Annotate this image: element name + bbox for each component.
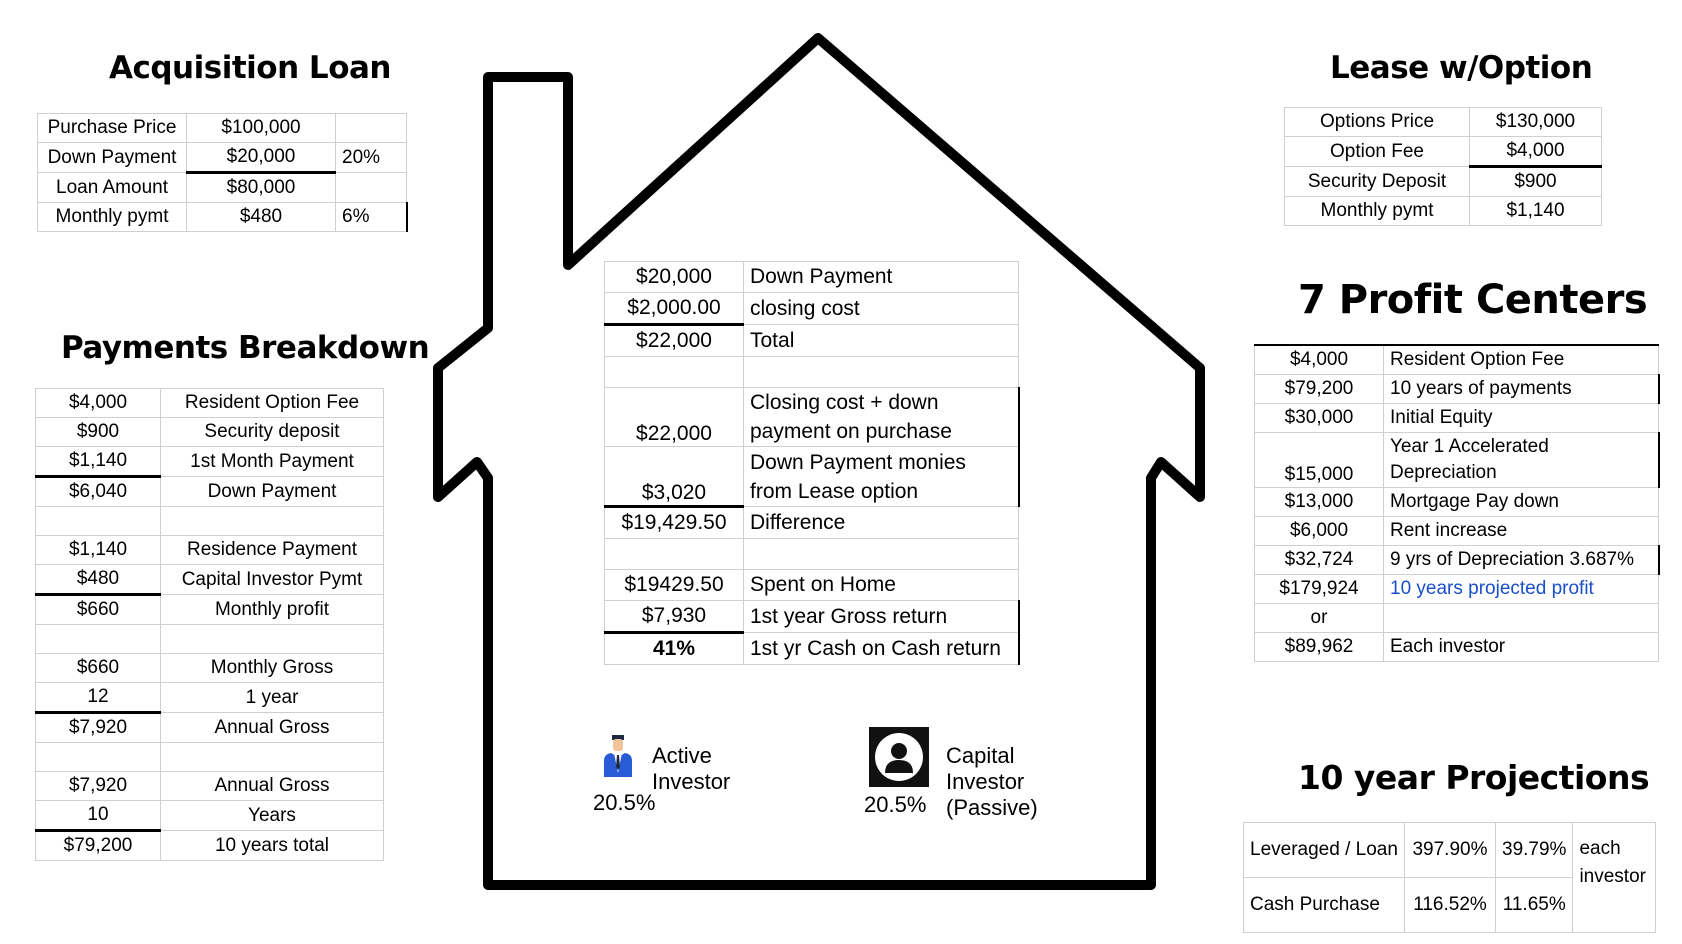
row-label: Leveraged / Loan <box>1244 823 1405 878</box>
amount-cell: $1,140 <box>36 536 161 565</box>
table-row <box>1255 517 1659 546</box>
row-label: Cash Purchase <box>1244 878 1405 933</box>
table-row <box>605 325 1019 357</box>
table-row <box>36 625 384 654</box>
amount-cell: $19429.50 <box>605 570 744 601</box>
label-cell: Residence Payment <box>161 536 384 565</box>
table-row <box>36 772 384 801</box>
amount-cell <box>605 539 744 570</box>
row-label: Security Deposit <box>1285 167 1470 197</box>
table-row <box>36 389 384 418</box>
table-row <box>605 262 1019 293</box>
label-cell: Resident Option Fee <box>1384 345 1659 375</box>
profit-centers-table <box>1254 344 1660 662</box>
total-cell: 397.90% <box>1405 823 1496 878</box>
table-row <box>38 173 407 203</box>
amount-cell: $7,930 <box>605 601 744 633</box>
table-row <box>36 507 384 536</box>
amount-cell: $89,962 <box>1255 633 1384 662</box>
cash-on-cash-value: 41% <box>605 633 744 665</box>
amount-cell: $7,920 <box>36 772 161 801</box>
row-value: $80,000 <box>187 173 336 203</box>
row-value: $900 <box>1470 167 1602 197</box>
table-row <box>605 570 1019 601</box>
person-silhouette-icon <box>869 727 929 787</box>
label-cell <box>1384 604 1659 633</box>
each-investor-note: each investor <box>1573 823 1656 933</box>
table-row <box>1255 633 1659 662</box>
row-value: $1,140 <box>1470 197 1602 226</box>
capital-investor-label: Capital Investor (Passive) <box>946 743 1038 820</box>
label-cell: Mortgage Pay down <box>1384 488 1659 517</box>
amount-cell: $2,000.00 <box>605 293 744 325</box>
amount-cell <box>605 357 744 388</box>
row-extra <box>336 114 407 143</box>
table-row <box>1255 488 1659 517</box>
label-cell: Security deposit <box>161 418 384 447</box>
amount-cell: $30,000 <box>1255 404 1384 433</box>
row-value: $4,000 <box>1470 137 1602 167</box>
amount-cell: $15,000 <box>1255 433 1384 488</box>
payments-breakdown-title: Payments Breakdown <box>61 330 430 366</box>
table-row <box>1255 345 1659 375</box>
amount-cell: $7,920 <box>36 713 161 743</box>
label-cell: Resident Option Fee <box>161 389 384 418</box>
table-row <box>36 831 384 861</box>
label-cell <box>161 625 384 654</box>
amount-cell: $3,020 <box>605 447 744 507</box>
table-row <box>1255 404 1659 433</box>
row-value: $100,000 <box>187 114 336 143</box>
businessman-icon <box>603 733 633 777</box>
table-row <box>605 539 1019 570</box>
total-cell: 116.52% <box>1405 878 1496 933</box>
row-label: Loan Amount <box>38 173 187 203</box>
amount-cell: $1,140 <box>36 447 161 477</box>
acquisition-loan-title: Acquisition Loan <box>109 50 391 86</box>
label-cell: closing cost <box>744 293 1019 325</box>
amount-cell: $22,000 <box>605 325 744 357</box>
row-label: Option Fee <box>1285 137 1470 167</box>
label-cell: Difference <box>744 507 1019 539</box>
lease-option-table <box>1284 107 1602 226</box>
table-row <box>1255 575 1659 604</box>
capital-investor-share: 20.5% <box>864 792 927 817</box>
table-row <box>36 536 384 565</box>
investment-summary-table <box>604 261 1020 665</box>
table-row <box>36 801 384 831</box>
table-row <box>36 565 384 595</box>
row-label: Monthly pymt <box>38 203 187 232</box>
label-cell: 10 years total <box>161 831 384 861</box>
label-cell: 1st year Gross return <box>744 601 1019 633</box>
amount-cell: $660 <box>36 595 161 625</box>
label-cell: Capital Investor Pymt <box>161 565 384 595</box>
amount-cell: $79,200 <box>1255 375 1384 404</box>
projected-profit-label: 10 years projected profit <box>1384 575 1659 604</box>
label-cell: 9 yrs of Depreciation 3.687% <box>1384 546 1659 575</box>
row-extra: 6% <box>336 203 407 232</box>
amount-cell: $32,724 <box>1255 546 1384 575</box>
label-cell: Closing cost + down payment on purchase <box>744 388 1019 447</box>
amount-cell: $20,000 <box>605 262 744 293</box>
label-cell: 1st yr Cash on Cash return <box>744 633 1019 665</box>
label-text: Year 1 Accelerated Depreciation <box>1390 436 1549 483</box>
projections-table <box>1243 822 1656 933</box>
amount-cell: 12 <box>36 683 161 713</box>
label-cell: Down Payment <box>744 262 1019 293</box>
label-cell <box>744 357 1019 388</box>
label-cell: Monthly profit <box>161 595 384 625</box>
amount-cell: $13,000 <box>1255 488 1384 517</box>
label-cell: Each investor <box>1384 633 1659 662</box>
label-cell: 1 year <box>161 683 384 713</box>
row-label: Purchase Price <box>38 114 187 143</box>
table-row <box>1285 197 1602 226</box>
acquisition-loan-table <box>37 113 408 232</box>
row-extra <box>336 173 407 203</box>
row-extra: 20% <box>336 143 407 173</box>
table-row <box>605 447 1019 507</box>
projections-title: 10 year Projections <box>1298 758 1650 797</box>
table-row <box>36 477 384 507</box>
amount-cell: $480 <box>36 565 161 595</box>
table-row <box>1244 823 1656 878</box>
label-cell <box>161 743 384 772</box>
table-row <box>1255 604 1659 633</box>
amount-cell: $179,924 <box>1255 575 1384 604</box>
table-row <box>1255 546 1659 575</box>
table-row <box>1255 375 1659 404</box>
label-cell: Spent on Home <box>744 570 1019 601</box>
amount-cell <box>36 507 161 536</box>
label-cell: Monthly Gross <box>161 654 384 683</box>
table-row <box>36 654 384 683</box>
amount-cell: $79,200 <box>36 831 161 861</box>
row-value: $480 <box>187 203 336 232</box>
row-value: $130,000 <box>1470 108 1602 137</box>
each-cell: 11.65% <box>1496 878 1573 933</box>
table-row <box>36 595 384 625</box>
table-row <box>605 601 1019 633</box>
amount-cell: $4,000 <box>1255 345 1384 375</box>
table-row <box>38 203 407 232</box>
label-cell: 10 years of payments <box>1384 375 1659 404</box>
table-row <box>36 743 384 772</box>
amount-cell: $6,000 <box>1255 517 1384 546</box>
table-row <box>605 388 1019 447</box>
table-row <box>38 114 407 143</box>
payments-breakdown-table <box>35 388 384 861</box>
label-cell: Rent increase <box>1384 517 1659 546</box>
label-cell: Annual Gross <box>161 713 384 743</box>
row-label: Down Payment <box>38 143 187 173</box>
table-row <box>1285 137 1602 167</box>
active-investor-share: 20.5% <box>593 790 656 815</box>
table-row <box>36 447 384 477</box>
table-row <box>605 507 1019 539</box>
table-row <box>605 633 1019 665</box>
table-row <box>605 357 1019 388</box>
active-investor-label: Active Investor <box>652 743 731 794</box>
table-row <box>1285 167 1602 197</box>
label-cell: 1st Month Payment <box>161 447 384 477</box>
label-cell: Initial Equity <box>1384 404 1659 433</box>
amount-cell: $6,040 <box>36 477 161 507</box>
lease-option-title: Lease w/Option <box>1330 50 1593 86</box>
label-cell: Years <box>161 801 384 831</box>
table-row <box>38 143 407 173</box>
label-cell <box>161 507 384 536</box>
label-cell <box>1384 433 1659 488</box>
table-row <box>36 713 384 743</box>
label-cell <box>744 539 1019 570</box>
amount-cell: $900 <box>36 418 161 447</box>
amount-cell: $22,000 <box>605 388 744 447</box>
label-cell: Down Payment monies from Lease option <box>744 447 1019 507</box>
table-row <box>1285 108 1602 137</box>
row-label: Options Price <box>1285 108 1470 137</box>
amount-cell: $660 <box>36 654 161 683</box>
amount-cell: $19,429.50 <box>605 507 744 539</box>
label-cell: Down Payment <box>161 477 384 507</box>
label-cell: Total <box>744 325 1019 357</box>
row-value: $20,000 <box>187 143 336 173</box>
amount-cell <box>36 625 161 654</box>
amount-cell: $4,000 <box>36 389 161 418</box>
amount-cell <box>36 743 161 772</box>
table-row <box>36 418 384 447</box>
label-cell: Annual Gross <box>161 772 384 801</box>
row-label: Monthly pymt <box>1285 197 1470 226</box>
profit-centers-title: 7 Profit Centers <box>1298 277 1648 323</box>
amount-cell: 10 <box>36 801 161 831</box>
each-cell: 39.79% <box>1496 823 1573 878</box>
amount-cell: or <box>1255 604 1384 633</box>
table-row <box>605 293 1019 325</box>
table-row <box>1255 433 1659 488</box>
table-row <box>36 683 384 713</box>
